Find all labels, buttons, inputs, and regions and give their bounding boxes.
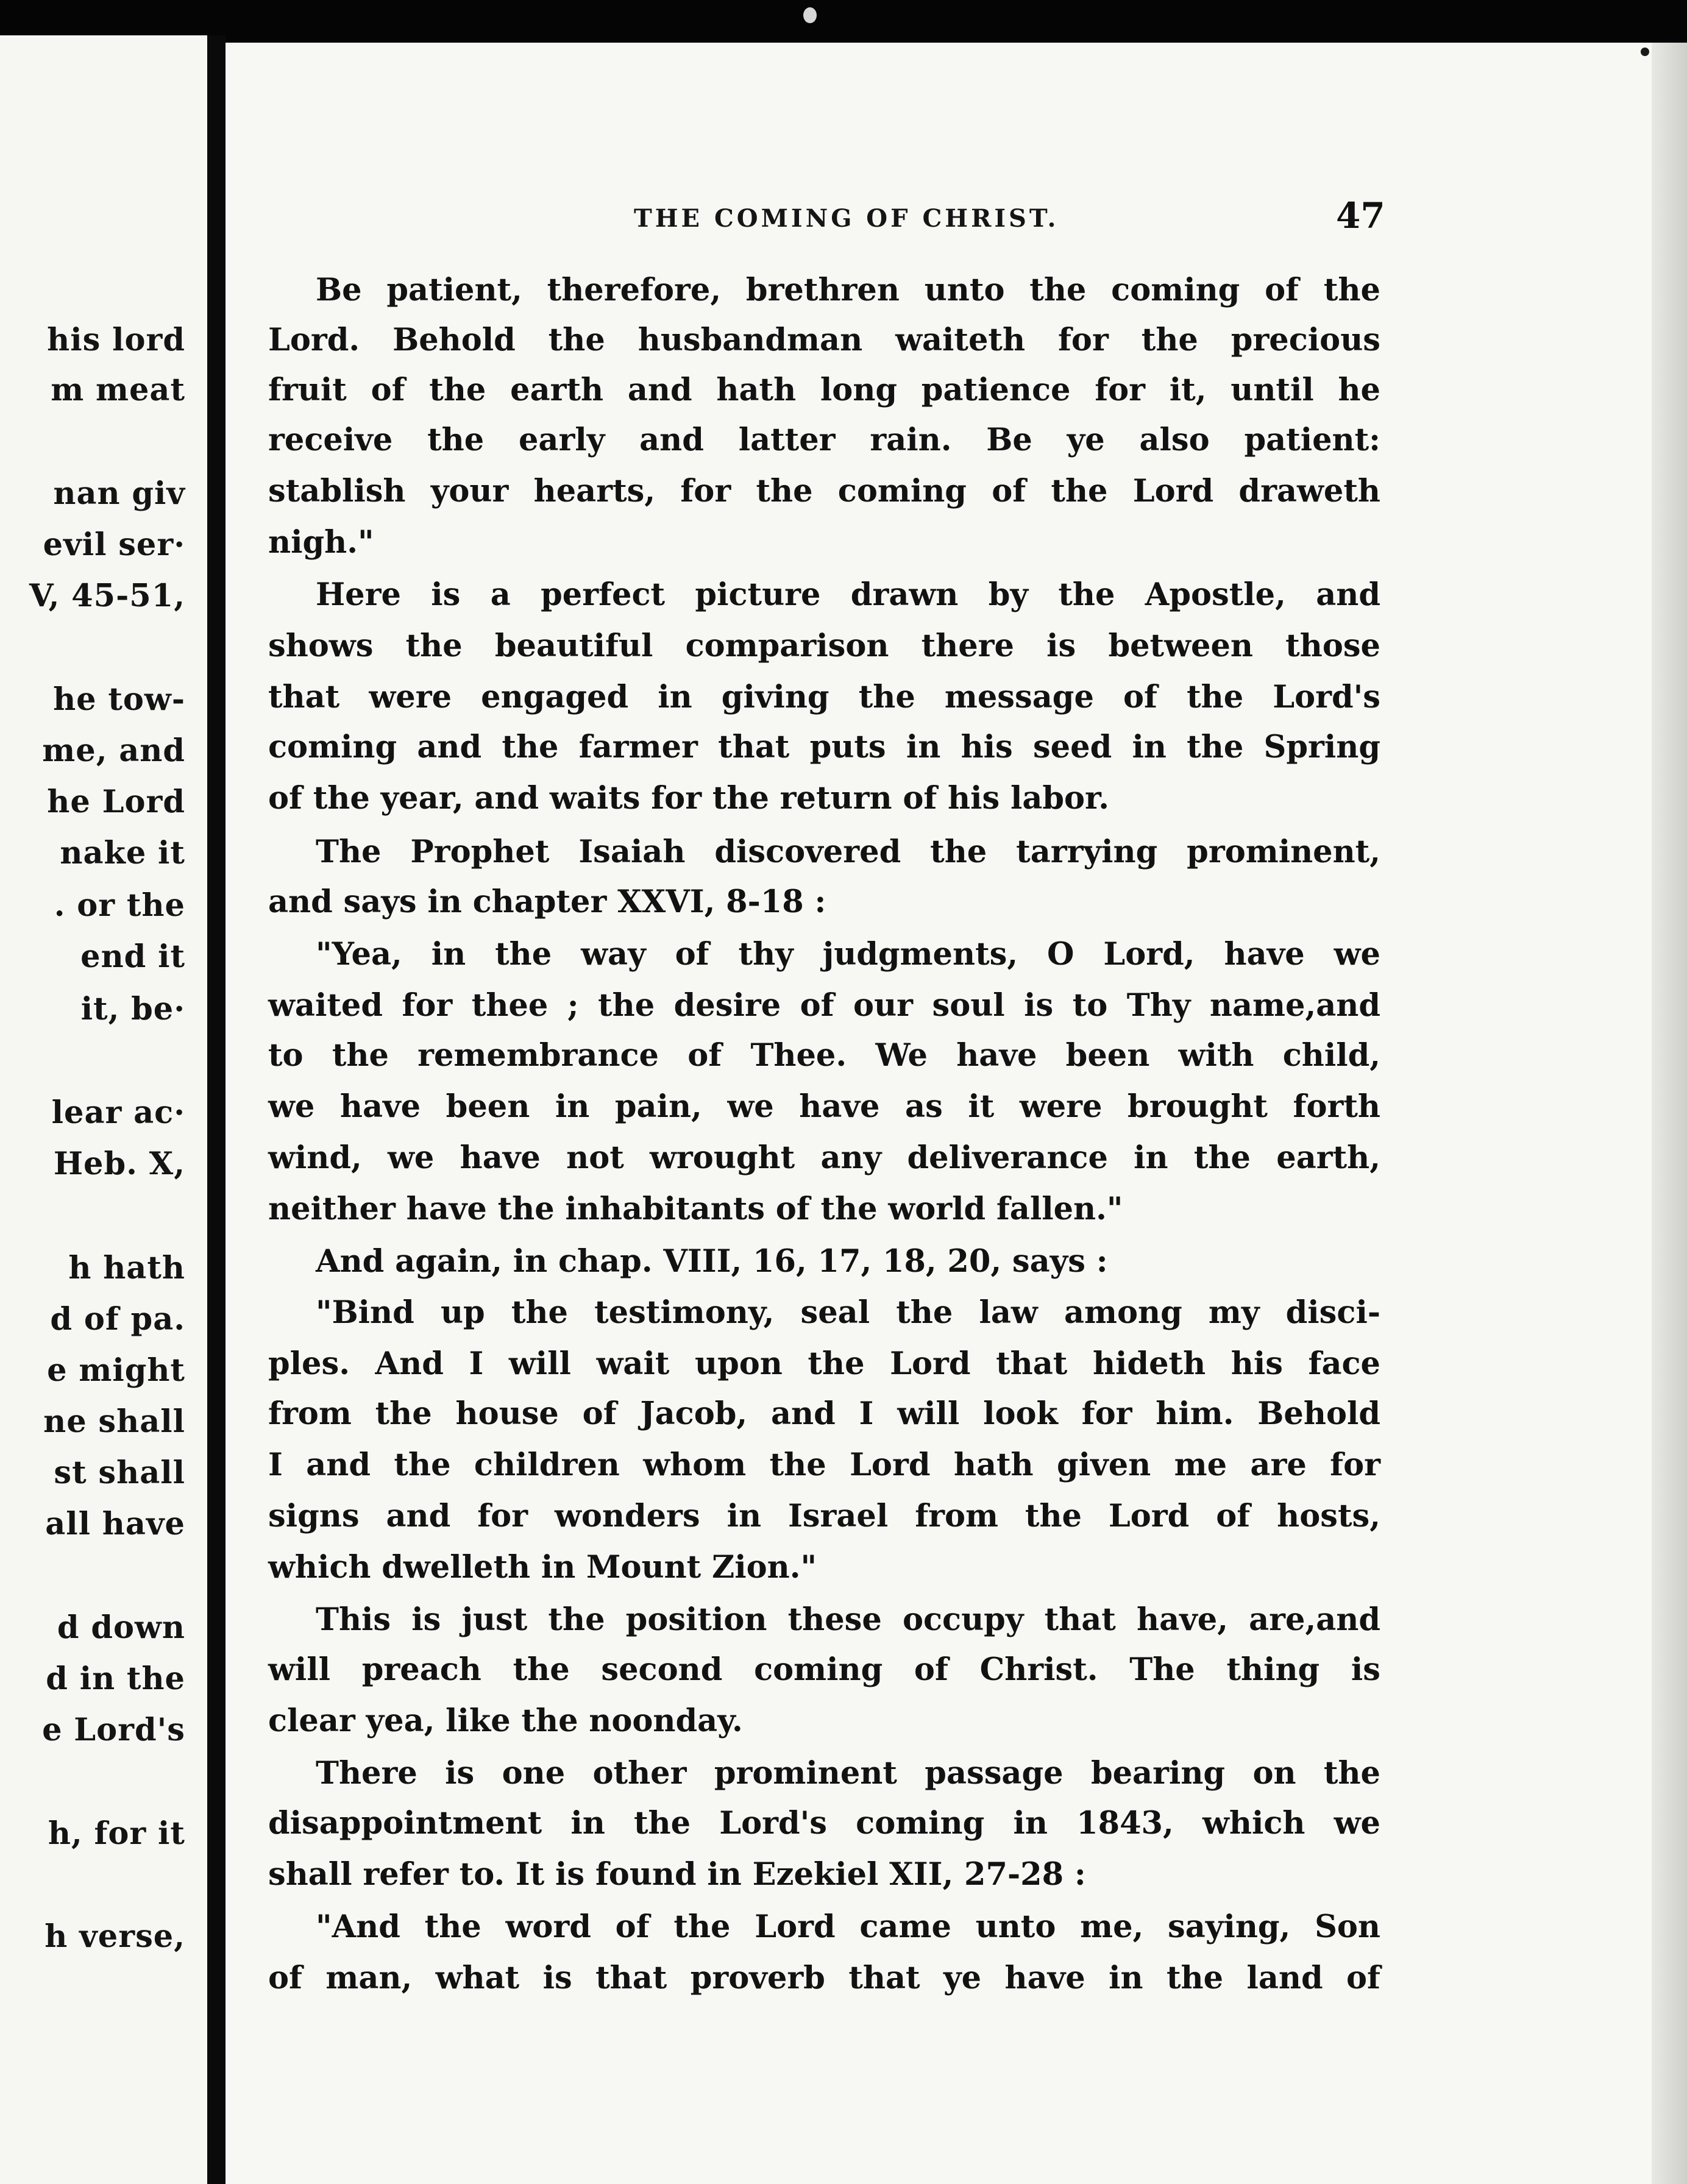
body-line: waited for thee ; the desire of our soul is to Thy name,and [268,987,1380,1024]
body-line: and says in chapter XXVI, 8-18 : [268,884,826,920]
body-line: to the remembrance of Thee. We have been with child, [268,1037,1380,1074]
left-page-line: d of pa. [50,1301,185,1338]
body-line: The Prophet Isaiah discovered the tarrying prominent, [316,834,1380,870]
left-page-line: h hath [68,1250,185,1286]
body-line: nigh." [268,524,374,561]
left-page [0,35,207,2184]
body-line: signs and for wonders in Israel from the Lord of hosts, [268,1498,1380,1534]
book-gutter [207,35,226,2184]
body-line: which dwelleth in Mount Zion." [268,1549,817,1586]
scan-speck [803,7,817,23]
body-line: neither have the inhabitants of the world fallen." [268,1191,1123,1227]
page-number: 47 [1336,195,1385,236]
left-page-line: e might [47,1352,185,1389]
left-page-line: h verse, [44,1918,185,1955]
left-page-line: e Lord's [42,1712,185,1748]
left-page-line: Heb. X, [53,1146,185,1182]
body-line: of the year, and waits for the return of his labor. [268,780,1109,817]
body-line: disappointment in the Lord's coming in 1843, which we [268,1805,1380,1842]
left-page-line: nan giv [53,475,185,512]
left-page-line: me, and [42,732,185,769]
body-line: shall refer to. It is found in Ezekiel XII, 27-28 : [268,1856,1086,1893]
body-line: "Bind up the testimony, seal the law among my disci- [316,1294,1380,1331]
body-line: from the house of Jacob, and I will look for him. Behold [268,1395,1380,1432]
body-line: Be patient, therefore, brethren unto the coming of the [316,272,1380,308]
body-line: we have been in pain, we have as it were brought forth [268,1088,1380,1125]
left-page-line: evil ser· [43,526,185,563]
body-line: This is just the position these occupy that have, are,and [316,1601,1380,1638]
body-line: coming and the farmer that puts in his seed in the Spring [268,729,1380,765]
body-line: I and the children whom the Lord hath given me are for [268,1447,1380,1483]
page-edge-shadow [1652,43,1687,2184]
body-line: "And the word of the Lord came unto me, saying, Son [316,1909,1380,1945]
body-line: that were engaged in giving the message of the Lord's [268,679,1380,715]
left-page-line: his lord [47,322,185,358]
body-line: clear yea, like the noonday. [268,1703,743,1739]
body-line: will preach the second coming of Christ. The thing is [268,1651,1380,1688]
left-page-line: lear ac· [51,1094,185,1131]
scan-speck [1641,48,1649,56]
left-page-line: it, be· [80,991,185,1027]
left-page-line: d in the [46,1661,185,1697]
body-line: receive the early and latter rain. Be ye also patient: [268,422,1380,458]
running-head: THE COMING OF CHRIST. [634,204,1059,233]
body-line: shows the beautiful comparison there is between those [268,628,1380,664]
body-line: Here is a perfect picture drawn by the Apostle, and [316,576,1380,613]
left-page-line: he tow- [53,681,185,718]
left-page-line: m meat [51,372,185,408]
body-line: of man, what is that proverb that ye have in the land of [268,1960,1380,1996]
left-page-line: end it [80,938,185,975]
left-page-line: h, for it [48,1815,185,1852]
body-line: Lord. Behold the husbandman waiteth for the precious [268,322,1380,358]
body-line: ples. And I will wait upon the Lord that hideth his face [268,1346,1380,1382]
left-page-line: ne shall [43,1403,185,1440]
left-page-line: V, 45-51, [29,578,185,614]
left-page-line: st shall [54,1455,185,1491]
body-line: And again, in chap. VIII, 16, 17, 18, 20, says : [316,1243,1108,1280]
body-line: wind, we have not wrought any deliverance in the earth, [268,1140,1380,1176]
body-line: fruit of the earth and hath long patience for it, until he [268,372,1380,408]
left-page-line: nake it [60,835,185,871]
body-line: stablish your hearts, for the coming of the Lord draweth [268,473,1380,509]
left-page-line: all have [45,1506,185,1542]
left-page-line: d down [57,1609,185,1646]
body-line: "Yea, in the way of thy judgments, O Lord, have we [316,936,1380,973]
body-line: There is one other prominent passage bearing on the [316,1755,1380,1792]
left-page-line: . or the [54,887,185,924]
left-page-line: he Lord [47,784,185,820]
